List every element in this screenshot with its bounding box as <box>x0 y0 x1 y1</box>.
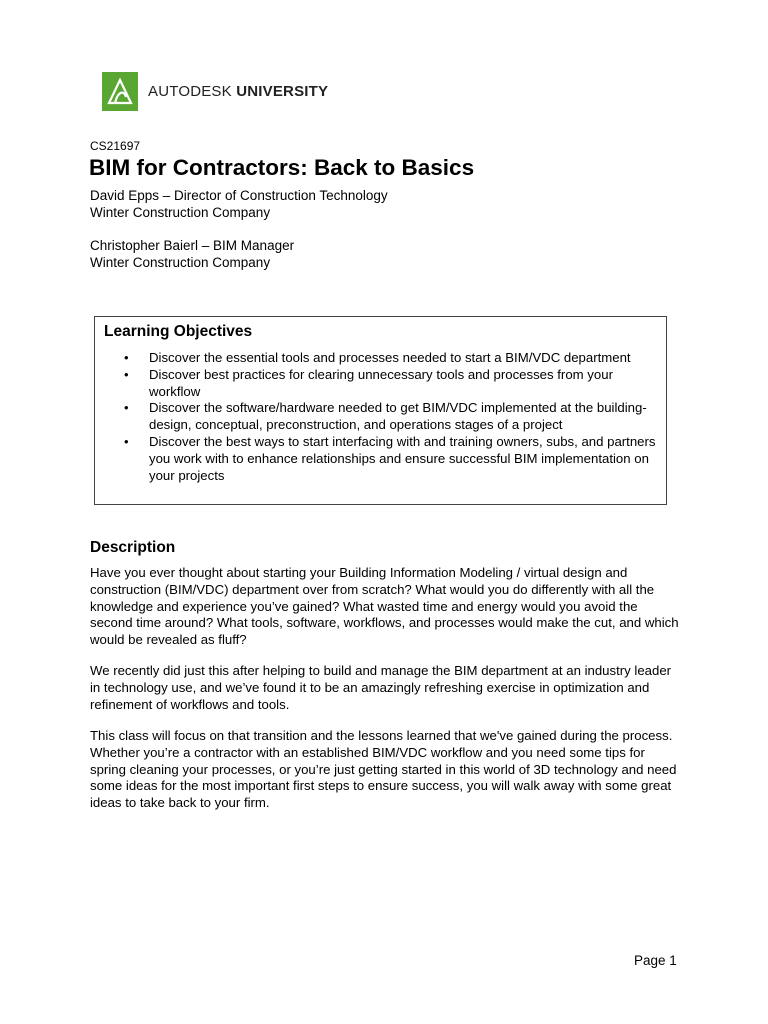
list-item-text: Discover the software/hardware needed to get BIM/VDC implemented at the building-design, conceptual, preconstruction, and operations stages of a project <box>149 400 647 433</box>
author-name-role: David Epps – Director of Construction Technology <box>90 188 388 203</box>
logo-wordmark <box>148 83 328 100</box>
list-item <box>95 434 660 484</box>
logo-text-university: UNIVERSITY <box>236 83 329 100</box>
author-block <box>90 188 388 221</box>
author-name-role: Christopher Baierl – BIM Manager <box>90 238 295 253</box>
list-item-text: Discover best practices for clearing unnecessary tools and processes from your workflow <box>149 366 613 399</box>
bullet-icon: • <box>124 350 129 365</box>
bullet-icon: • <box>124 433 129 449</box>
logo-text-autodesk: AUTODESK <box>148 83 232 100</box>
course-id: CS21697 <box>90 139 141 153</box>
list-item-text: Discover the best ways to start interfacing with and training owners, subs, and partners you work with to enhance relationships and ensure successful BIM implementation on your projects <box>149 433 656 483</box>
list-item-text: Discover the essential tools and processes needed to start a BIM/VDC department <box>149 350 631 365</box>
learning-objectives-list <box>95 350 660 484</box>
description-paragraph: Have you ever thought about starting your Building Information Modeling / virtual design and construction (BIM/VDC) department over from scratch? What would you do differently with all the knowledge and experience you’ve gained? What wasted time and energy would you avoid the second time around? What tools, software, workflows, and processes would make the cut, and which would be revealed as fluff? <box>90 565 679 648</box>
page-number: Page 1 <box>634 953 677 968</box>
bullet-icon: • <box>124 400 129 416</box>
bullet-icon: • <box>124 366 129 382</box>
author-block <box>90 238 294 271</box>
learning-objectives-box <box>94 316 667 505</box>
description-paragraph: This class will focus on that transition and the lessons learned that we've gained during the process. Whether you’re a contractor with an established BIM/VDC workflow and you need some tips for spring cleaning your processes, or you’re just getting started in this world of 3D technology and need some ideas for the most important first steps to ensure success, you will walk away with some great ideas to take back to your firm. <box>90 728 677 811</box>
document-title: BIM for Contractors: Back to Basics <box>89 155 475 180</box>
list-item <box>95 400 660 434</box>
list-item <box>95 367 660 401</box>
learning-objectives-heading: Learning Objectives <box>104 323 253 340</box>
autodesk-university-icon <box>102 72 138 111</box>
list-item <box>95 350 660 367</box>
description-heading: Description <box>90 539 176 556</box>
autodesk-university-logo <box>102 72 328 111</box>
description-paragraph: We recently did just this after helping to build and manage the BIM department at an industry leader in technology use, and we’ve found it to be an amazingly refreshing exercise in optimization and refinement of workflows and tools. <box>90 663 672 712</box>
author-company: Winter Construction Company <box>90 204 271 220</box>
author-company: Winter Construction Company <box>90 254 271 270</box>
